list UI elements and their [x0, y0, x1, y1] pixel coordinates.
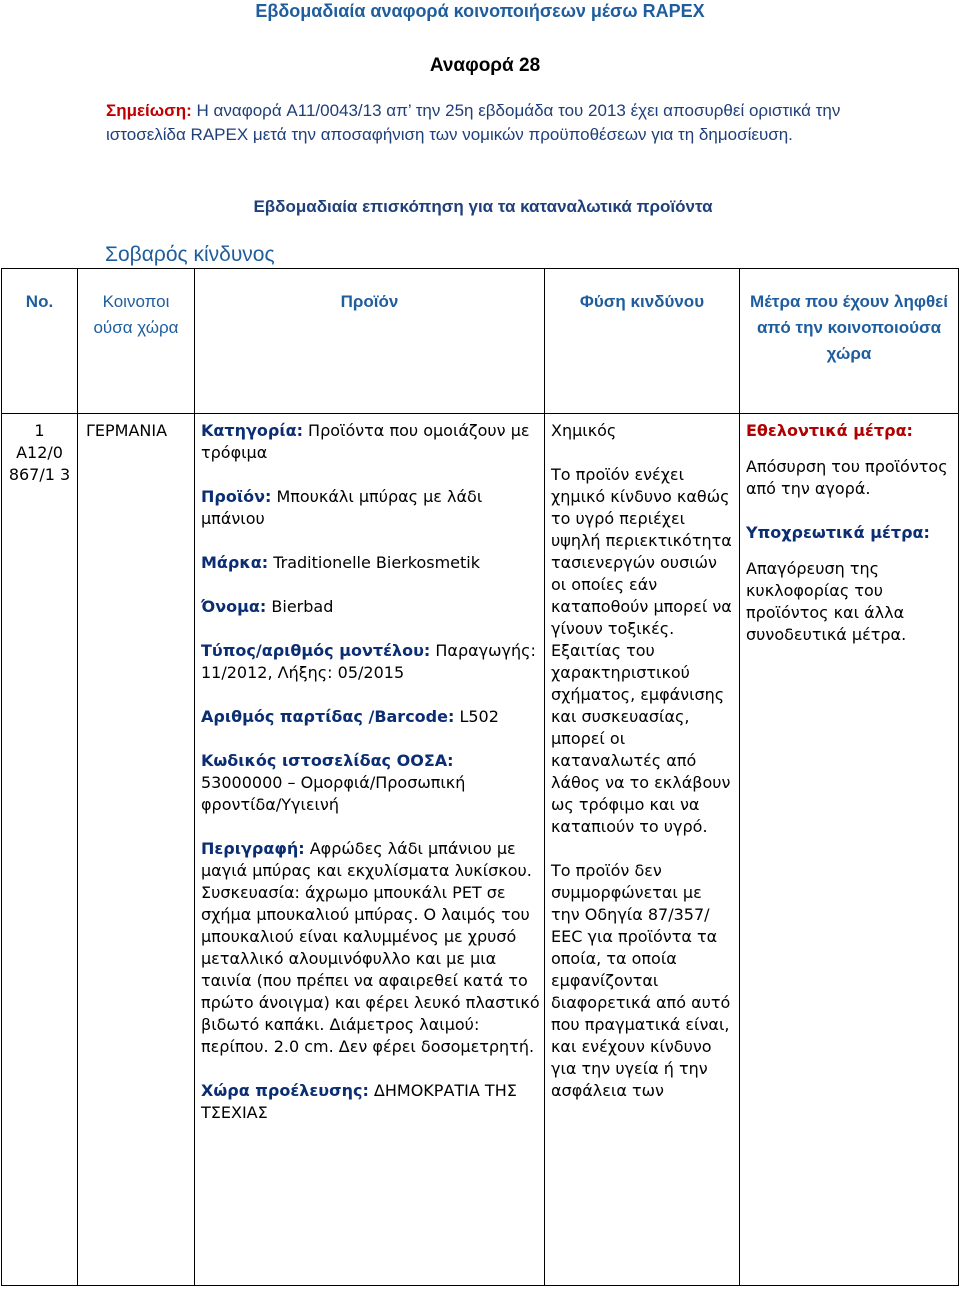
risk-description: Το προϊόν ενέχει χημικό κίνδυνο καθώς το υγρό περιέχει υψηλή περιεκτικότητα τασιενεργών ουσιών οι οποίες εάν καταποθούν μπορεί να γίνουν τοξικές. Εξαιτίας του χαρακτηριστικού σχήματος, εμφάνισης και συσκευασίας, μπορεί οι καταναλωτές από λάθος να το εκλάβουν ως τρόφιμο και να καταπιούν το υγρό.: [551, 465, 732, 836]
header-no: No.: [2, 269, 78, 414]
cell-product: [195, 414, 545, 1286]
product-oecd-code: Κωδικός ιστοσελίδας ΟΟΣΑ: 53000000 – Ομορφιά/Προσωπική φροντίδα/Υγιεινή: [201, 751, 466, 814]
cell-country: ΓΕΡΜΑΝΙΑ: [78, 414, 195, 1286]
risk-type: Χημικός: [551, 421, 617, 440]
header-product: Προϊόν: [195, 269, 545, 414]
risk-directive: Το προϊόν δεν συμμορφώνεται με την Οδηγία 87/357/ΕΕC για προϊόντα τα οποία, τα οποία εμφανίζονται διαφορετικά από αυτό που πραγματικά είναι, και ενέχουν κίνδυνο για την υγεία ή την ασφάλεια των: [551, 861, 731, 1100]
product-model: Τύπος/αριθμός μοντέλου: Παραγωγής: 11/2012, Λήξης: 05/2015: [201, 641, 536, 682]
row-index: 1: [34, 421, 45, 440]
report-number: Αναφορά 28: [429, 55, 541, 76]
table-row: [2, 414, 959, 1286]
table-header-row: [2, 269, 959, 414]
product-category: Κατηγορία: Προϊόντα που ομοιάζουν με τρόφιμα: [201, 421, 530, 462]
note-text: Η αναφορά A11/0043/13 απ’ την 25η εβδομάδα του 2013 έχει αποσυρθεί οριστικά την ιστοσελίδα RAPEX μετά την αποσαφήνιση των νομικών προϋποθέσεων για τη δημοσίευση.: [106, 101, 841, 144]
voluntary-measures-text: Απόσυρση του προϊόντος από την αγορά.: [746, 457, 948, 498]
overview-heading: Εβδομαδιαία επισκόπηση για τα καταναλωτικά προϊόντα: [253, 197, 713, 216]
compulsory-measures-label: Υποχρεωτικά μέτρα:: [746, 523, 930, 542]
compulsory-measures-text: Απαγόρευση της κυκλοφορίας του προϊόντος και άλλα συνοδευτικά μέτρα.: [746, 559, 907, 644]
header-notifying-country: Κοινοποι ούσα χώρα: [78, 269, 195, 414]
notifications-table: [1, 268, 959, 1286]
product-brand: Μάρκα: Traditionelle Bierkosmetik: [201, 553, 481, 572]
header-risk-type: Φύση κινδύνου: [545, 269, 740, 414]
product-title: Όνομα: Bierbad: [201, 597, 334, 616]
product-name: Προϊόν: Μπουκάλι μπύρας με λάδι μπάνιου: [201, 487, 483, 528]
cell-number: [2, 414, 78, 1286]
cell-risk: [545, 414, 740, 1286]
header-measures: Μέτρα που έχουν ληφθεί από την κοινοποιούσα χώρα: [740, 269, 959, 414]
product-origin: Χώρα προέλευσης: ΔΗΜΟΚΡΑΤΙΑ ΤΗΣ ΤΣΕΧΙΑΣ: [201, 1081, 517, 1122]
product-batch: Αριθμός παρτίδας /Barcode: L502: [201, 707, 499, 726]
risk-level-heading: Σοβαρός κίνδυνος: [105, 243, 275, 266]
document-title: Εβδομαδιαία αναφορά κοινοποιήσεων μέσω RAPEX: [255, 1, 705, 21]
voluntary-measures-label: Εθελοντικά μέτρα:: [746, 421, 913, 440]
note-label: Σημείωση:: [106, 101, 192, 120]
notification-reference: A12/0 867/1 3: [8, 443, 71, 484]
removal-note: [106, 99, 866, 147]
cell-measures: [740, 414, 959, 1286]
product-description: Περιγραφή: Αφρώδες λάδι μπάνιου με μαγιά μπύρας και εκχυλίσματα λυκίσκου. Συσκευασία: άχρωμο μπουκάλι PET σε σχήμα μπουκαλιού μπύρας. Ο λαιμός του μπουκαλιού είναι καλυμμένος με χρυσό μεταλλικό αλουμινόφυλλο και με μια ταινία (που πρέπει να αφαιρεθεί κατά το πρώτο άνοιγμα) και φέρει λευκό πλαστικό βιδωτό καπάκι. Διάμετρος λαιμού: περίπου. 2.0 cm. Δεν φέρει δοσομετρητή.: [201, 839, 540, 1056]
